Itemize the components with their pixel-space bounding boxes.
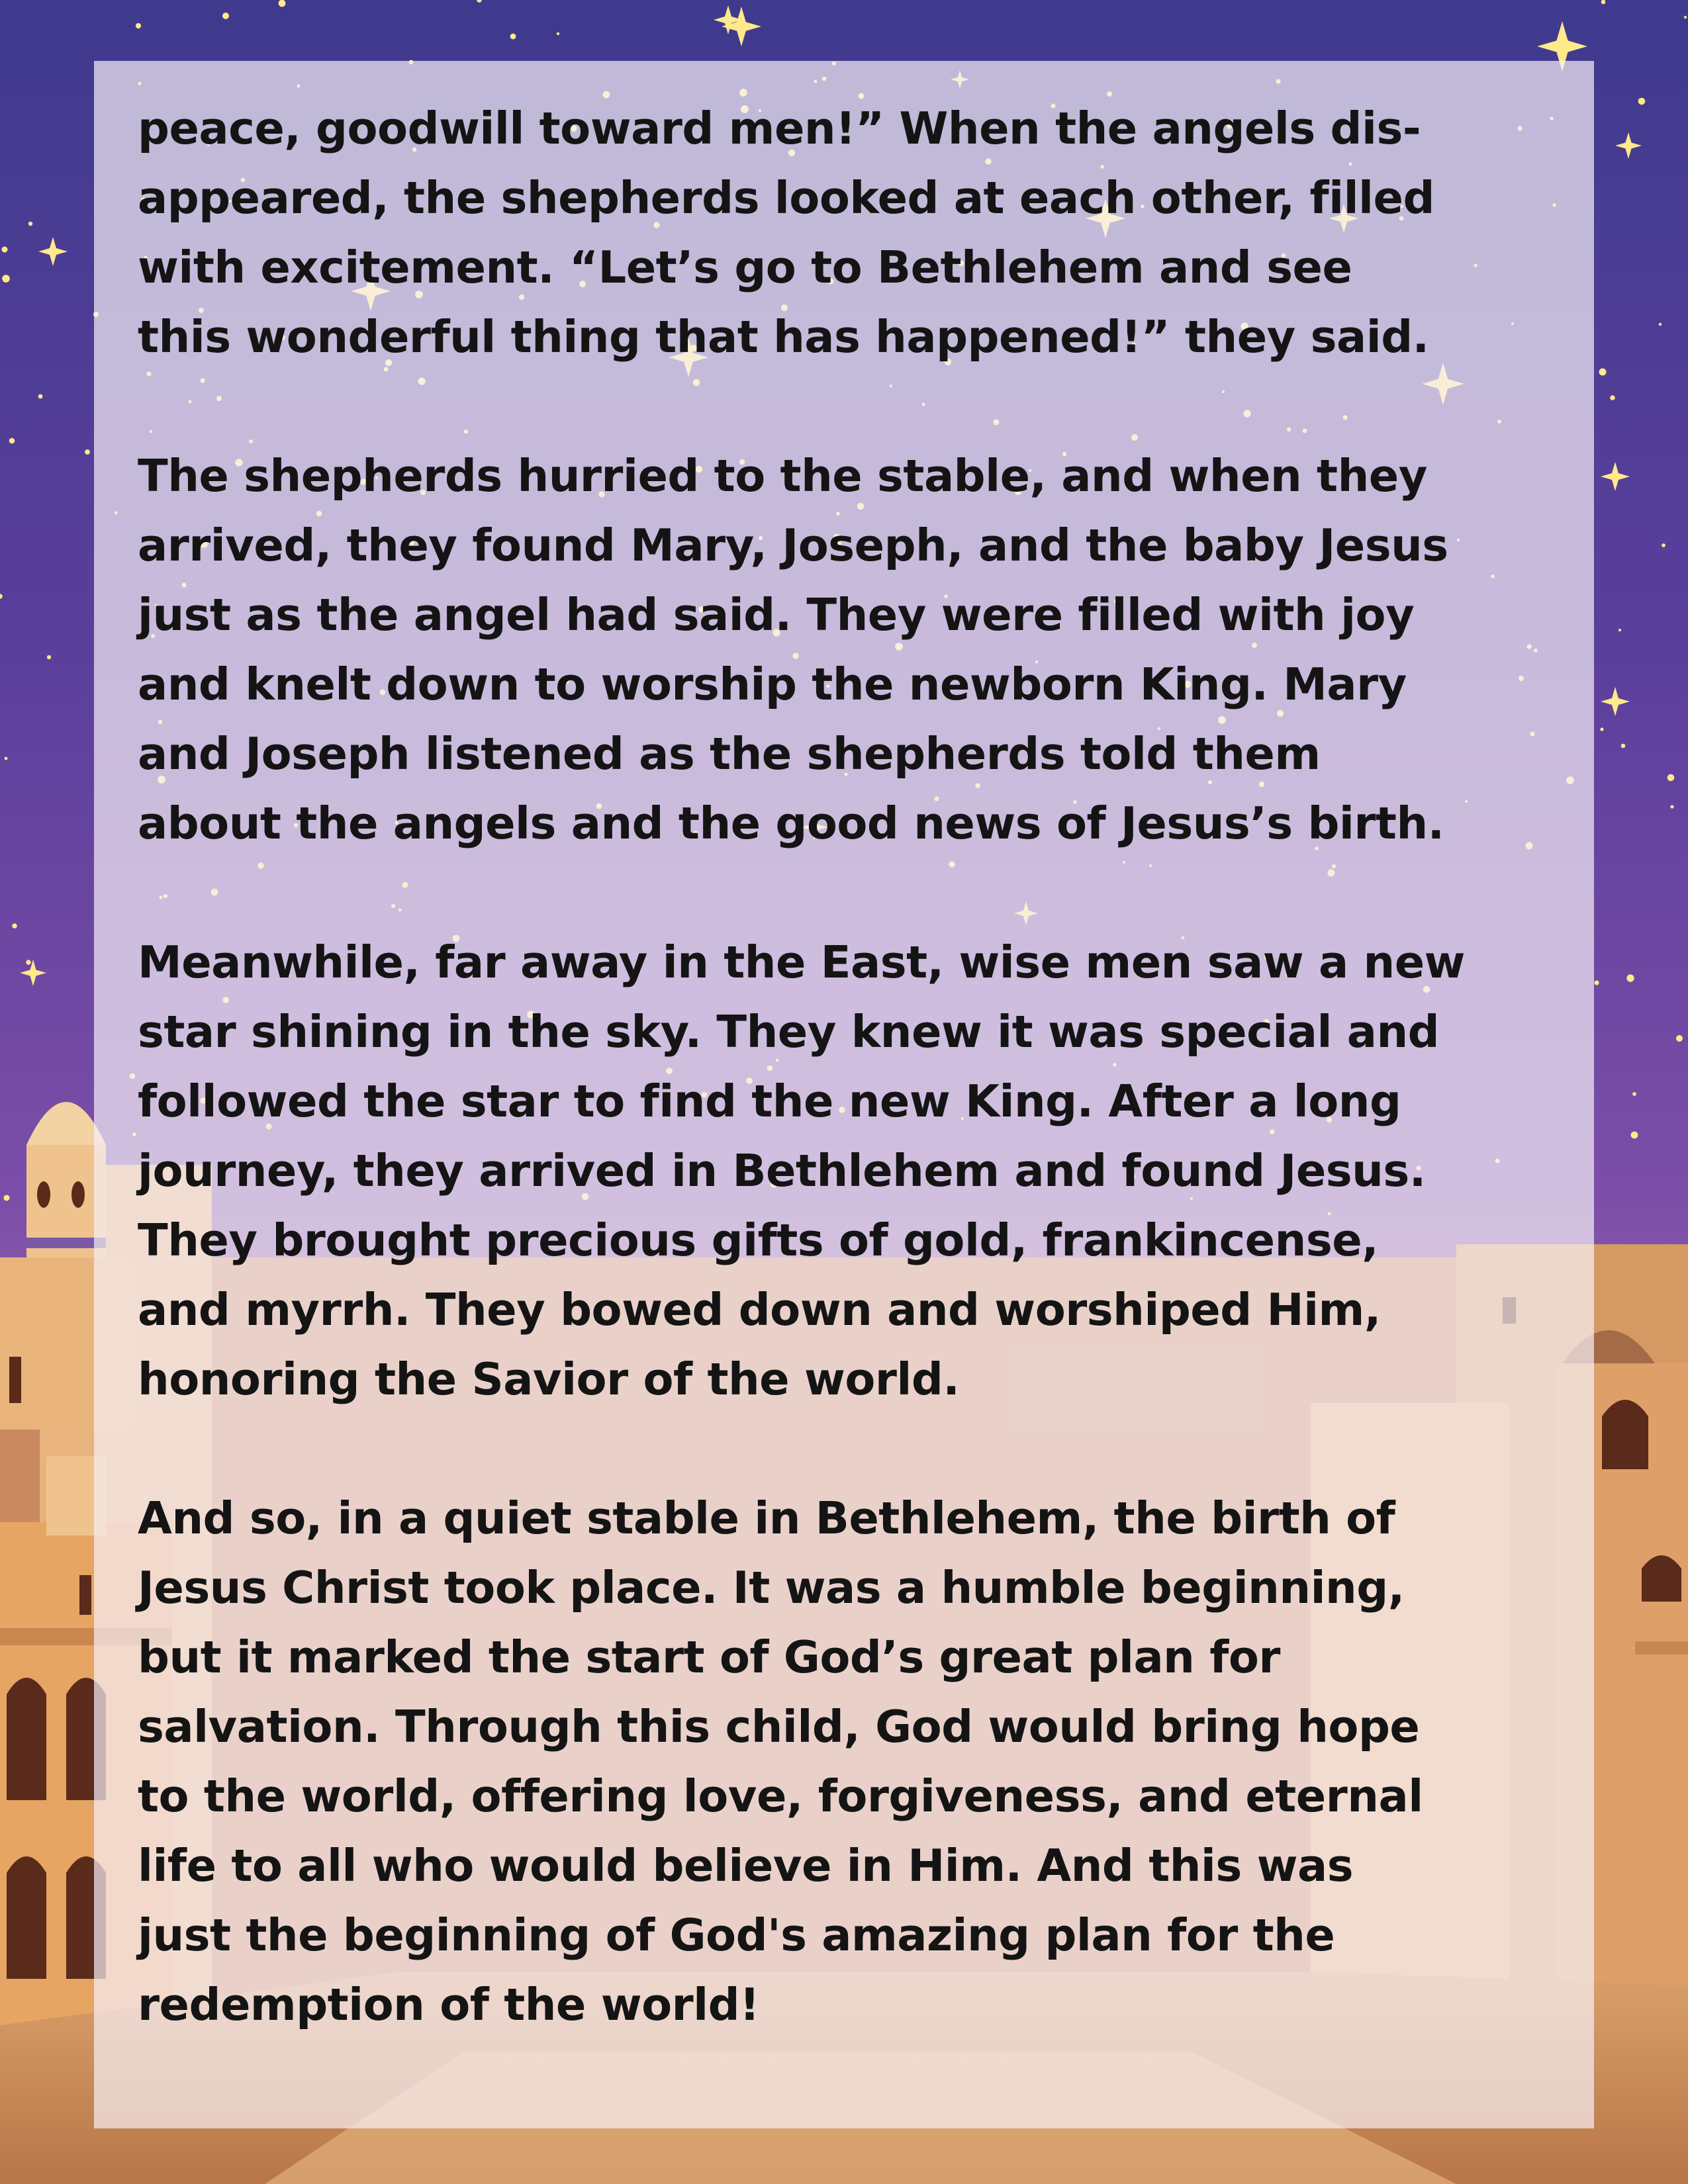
arch-window-icon (7, 1856, 46, 1979)
star-dot (1670, 805, 1673, 808)
text-line: They brought precious gifts of gold, frankincense, (138, 1214, 1379, 1266)
text-line: life to all who would believe in Him. And this was (138, 1840, 1354, 1891)
star-dot (47, 655, 51, 659)
star-dot (1610, 395, 1615, 400)
text-line: followed the star to find the new King. After a long (138, 1075, 1401, 1127)
star-dot (1638, 98, 1646, 105)
star-dot (9, 438, 15, 444)
arch-window-icon (71, 1181, 85, 1208)
star-dot (26, 960, 30, 964)
star-dot (1621, 744, 1626, 749)
star-dot (12, 923, 17, 929)
star-dot (5, 757, 8, 760)
text-line: Jesus Christ took place. It was a humble beginning, (138, 1562, 1405, 1614)
star-dot (136, 23, 141, 28)
text-line: The shepherds hurried to the stable, and when they (138, 450, 1427, 502)
text-line: peace, goodwill toward men!” When the angels dis- (138, 103, 1421, 154)
text-line: about the angels and the good news of Jesus’s birth. (138, 797, 1444, 849)
text-line: and Joseph listened as the shepherds told them (138, 728, 1321, 780)
star-dot (1594, 980, 1599, 985)
text-line: arrived, they found Mary, Joseph, and the baby Jesus (138, 520, 1448, 571)
star-dot (222, 13, 229, 19)
star-dot (1600, 727, 1603, 731)
paragraph (138, 1484, 1594, 2040)
story-text (138, 94, 1594, 2040)
arch-window-icon (1602, 1400, 1648, 1469)
star-dot (28, 222, 32, 226)
text-line: redemption of the world! (138, 1979, 760, 2030)
star-dot (557, 32, 559, 35)
star-dot (1599, 369, 1607, 376)
star-dot (1684, 16, 1687, 19)
star-dot (1676, 1035, 1683, 1042)
paragraph (138, 441, 1594, 858)
star-dot (1618, 629, 1621, 631)
star-dot (1632, 1092, 1636, 1096)
star-dot (85, 449, 90, 455)
star-dot (1601, 0, 1606, 4)
paragraph (138, 94, 1594, 372)
text-line: just as the angel had said. They were filled with joy (138, 589, 1415, 641)
text-line: and knelt down to worship the newborn King. Mary (138, 659, 1407, 710)
text-line: with excitement. “Let’s go to Bethlehem and see (138, 242, 1352, 293)
paragraph (138, 928, 1594, 1414)
text-line: And so, in a quiet stable in Bethlehem, the birth of (138, 1492, 1395, 1544)
text-line: this wonderful thing that has happened!” they said. (138, 311, 1429, 363)
text-line: appeared, the shepherds looked at each other, filled (138, 172, 1434, 224)
star-dot (1667, 774, 1675, 782)
text-line: just the beginning of God's amazing plan for the (138, 1909, 1335, 1961)
arch-window-icon (37, 1181, 50, 1208)
text-line: Meanwhile, far away in the East, wise men saw a new (138, 936, 1466, 988)
star-dot (2, 247, 8, 253)
star-dot (1659, 323, 1662, 326)
text-line: and myrrh. They bowed down and worshiped Him, (138, 1284, 1381, 1336)
text-line: journey, they arrived in Bethlehem and found Jesus. (138, 1145, 1426, 1197)
star-dot (1626, 974, 1634, 981)
star-dot (1662, 543, 1665, 547)
star-dot (38, 394, 43, 399)
star-dot (279, 0, 286, 7)
arch-window-icon (7, 1678, 46, 1800)
text-line: but it marked the start of God’s great plan for (138, 1631, 1280, 1683)
text-line: star shining in the sky. They knew it was special and (138, 1006, 1440, 1058)
star-dot (1631, 1132, 1638, 1139)
text-line: honoring the Savior of the world. (138, 1353, 960, 1405)
star-dot (2, 275, 10, 283)
text-line: to the world, offering love, forgiveness, and eternal (138, 1770, 1423, 1822)
star-dot (510, 34, 516, 40)
text-line: salvation. Through this child, God would bring hope (138, 1701, 1420, 1752)
star-dot (4, 1195, 10, 1201)
arch-window-icon (1642, 1555, 1681, 1602)
